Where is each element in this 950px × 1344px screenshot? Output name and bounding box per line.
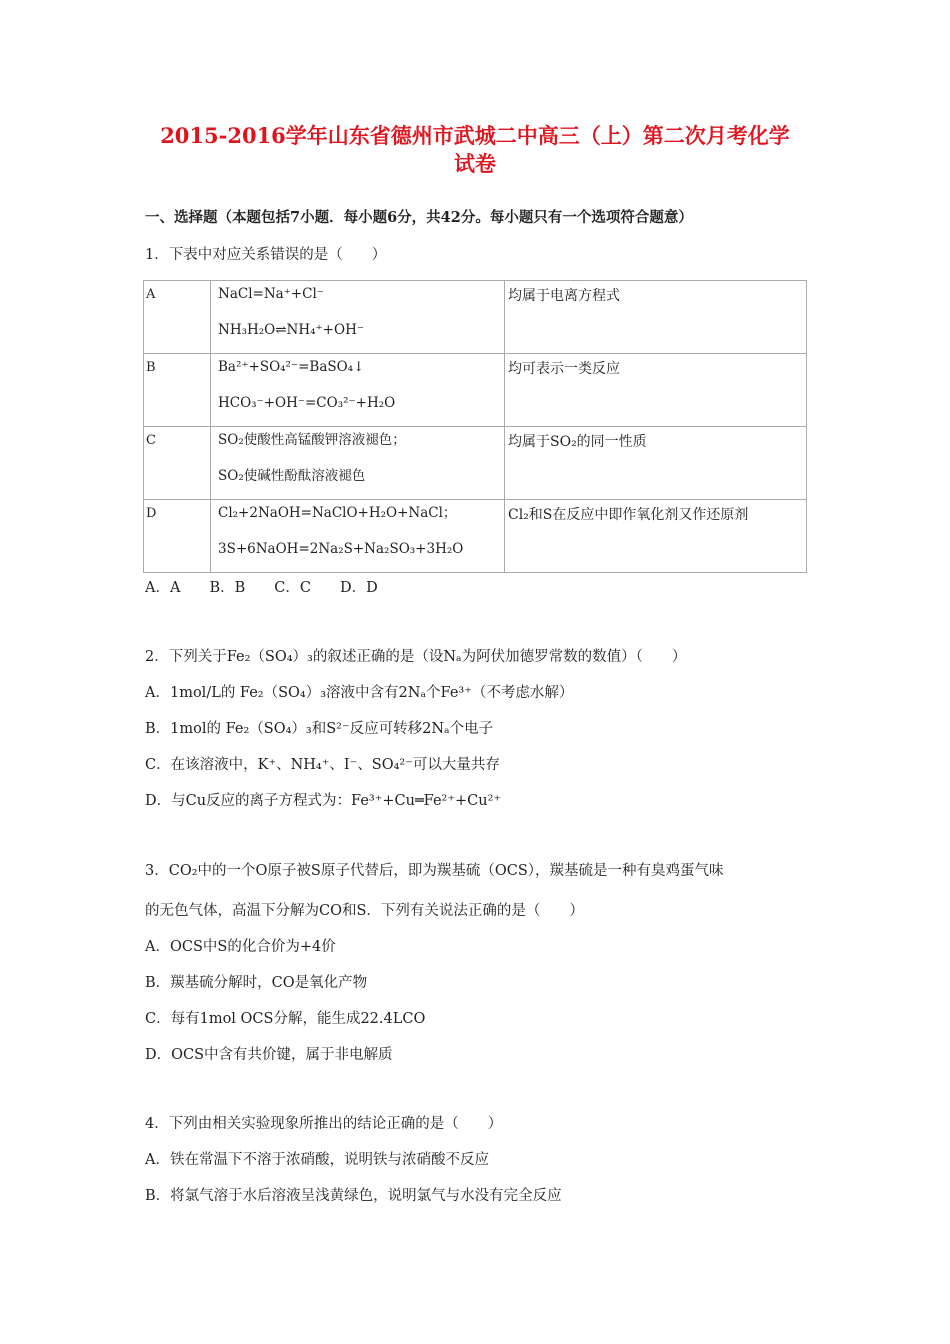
- equation-2: SO₂使碱性酚酞溶液褪色: [218, 468, 366, 484]
- q3-option-a: A．OCS中S的化合价为+4价: [145, 939, 336, 955]
- row-description: 均属于电离方程式: [505, 281, 807, 354]
- exam-title: [60, 122, 890, 178]
- row-description: 均可表示一类反应: [505, 354, 807, 427]
- q3-option-d: D．OCS中含有共价键，属于非电解质: [145, 1047, 393, 1063]
- equation-1: SO₂使酸性高锰酸钾溶液褪色；: [218, 432, 406, 448]
- q2-option-c: C．在该溶液中，K⁺、NH₄⁺、I⁻、SO₄²⁻可以大量共存: [145, 757, 500, 773]
- table-row: [144, 281, 807, 354]
- row-description: 均属于SO₂的同一性质: [505, 427, 807, 500]
- row-description: Cl₂和S在反应中即作氧化剂又作还原剂: [505, 500, 807, 573]
- q3-stem-line-1: 3．CO₂中的一个O原子被S原子代替后，即为羰基硫（OCS），羰基硫是一种有臭鸡蛋气味: [145, 863, 724, 879]
- title-line-2: 试卷: [454, 151, 496, 176]
- equation-2: HCO₃⁻+OH⁻=CO₃²⁻+H₂O: [218, 395, 396, 411]
- row-label: C: [144, 427, 211, 500]
- q2-option-d: D．与Cu反应的离子方程式为：Fe³⁺+Cu═Fe²⁺+Cu²⁺: [145, 793, 502, 809]
- equation-2: NH₃H₂O⇌NH₄⁺+OH⁻: [218, 322, 364, 338]
- equation-2: 3S+6NaOH=2Na₂S+Na₂SO₃+3H₂O: [218, 541, 464, 557]
- q4-option-a: A．铁在常温下不溶于浓硝酸，说明铁与浓硝酸不反应: [145, 1152, 489, 1168]
- q2-option-a: A．1mol/L的 Fe₂（SO₄）₃溶液中含有2Nₐ个Fe³⁺（不考虑水解）: [145, 685, 574, 701]
- table-row: [144, 500, 807, 573]
- q1-stem: 1．下表中对应关系错误的是（ ）: [145, 247, 387, 263]
- q2-option-b: B．1mol的 Fe₂（SO₄）₃和S²⁻反应可转移2Nₐ个电子: [145, 721, 494, 737]
- equation-1: Cl₂+2NaOH=NaClO+H₂O+NaCl；: [218, 505, 457, 521]
- q4-stem: 4．下列由相关实验现象所推出的结论正确的是（ ）: [145, 1116, 503, 1132]
- q1-options: A．A B．B C．C D．D: [145, 580, 378, 596]
- q3-option-c: C．每有1mol OCS分解，能生成22.4LCO: [145, 1011, 426, 1027]
- q1-table: [143, 280, 807, 573]
- equation-1: NaCl=Na⁺+Cl⁻: [218, 286, 324, 302]
- row-label: A: [144, 281, 211, 354]
- q3-stem-line-2: 的无色气体，高温下分解为CO和S．下列有关说法正确的是（ ）: [145, 903, 584, 919]
- row-label: B: [144, 354, 211, 427]
- q2-stem: 2．下列关于Fe₂（SO₄）₃的叙述正确的是（设Nₐ为阿伏加德罗常数的数值）（ ）: [145, 649, 687, 665]
- row-label: D: [144, 500, 211, 573]
- section-heading: 一、选择题（本题包括7小题．每小题6分，共42分。每小题只有一个选项符合题意）: [145, 209, 693, 226]
- q4-option-b: B．将氯气溶于水后溶液呈浅黄绿色，说明氯气与水没有完全反应: [145, 1188, 562, 1204]
- q3-option-b: B．羰基硫分解时，CO是氧化产物: [145, 975, 368, 991]
- title-line-1: 2015-2016学年山东省德州市武城二中高三（上）第二次月考化学: [160, 123, 790, 148]
- equation-1: Ba²⁺+SO₄²⁻=BaSO₄↓: [218, 359, 365, 375]
- table-row: [144, 354, 807, 427]
- table-row: [144, 427, 807, 500]
